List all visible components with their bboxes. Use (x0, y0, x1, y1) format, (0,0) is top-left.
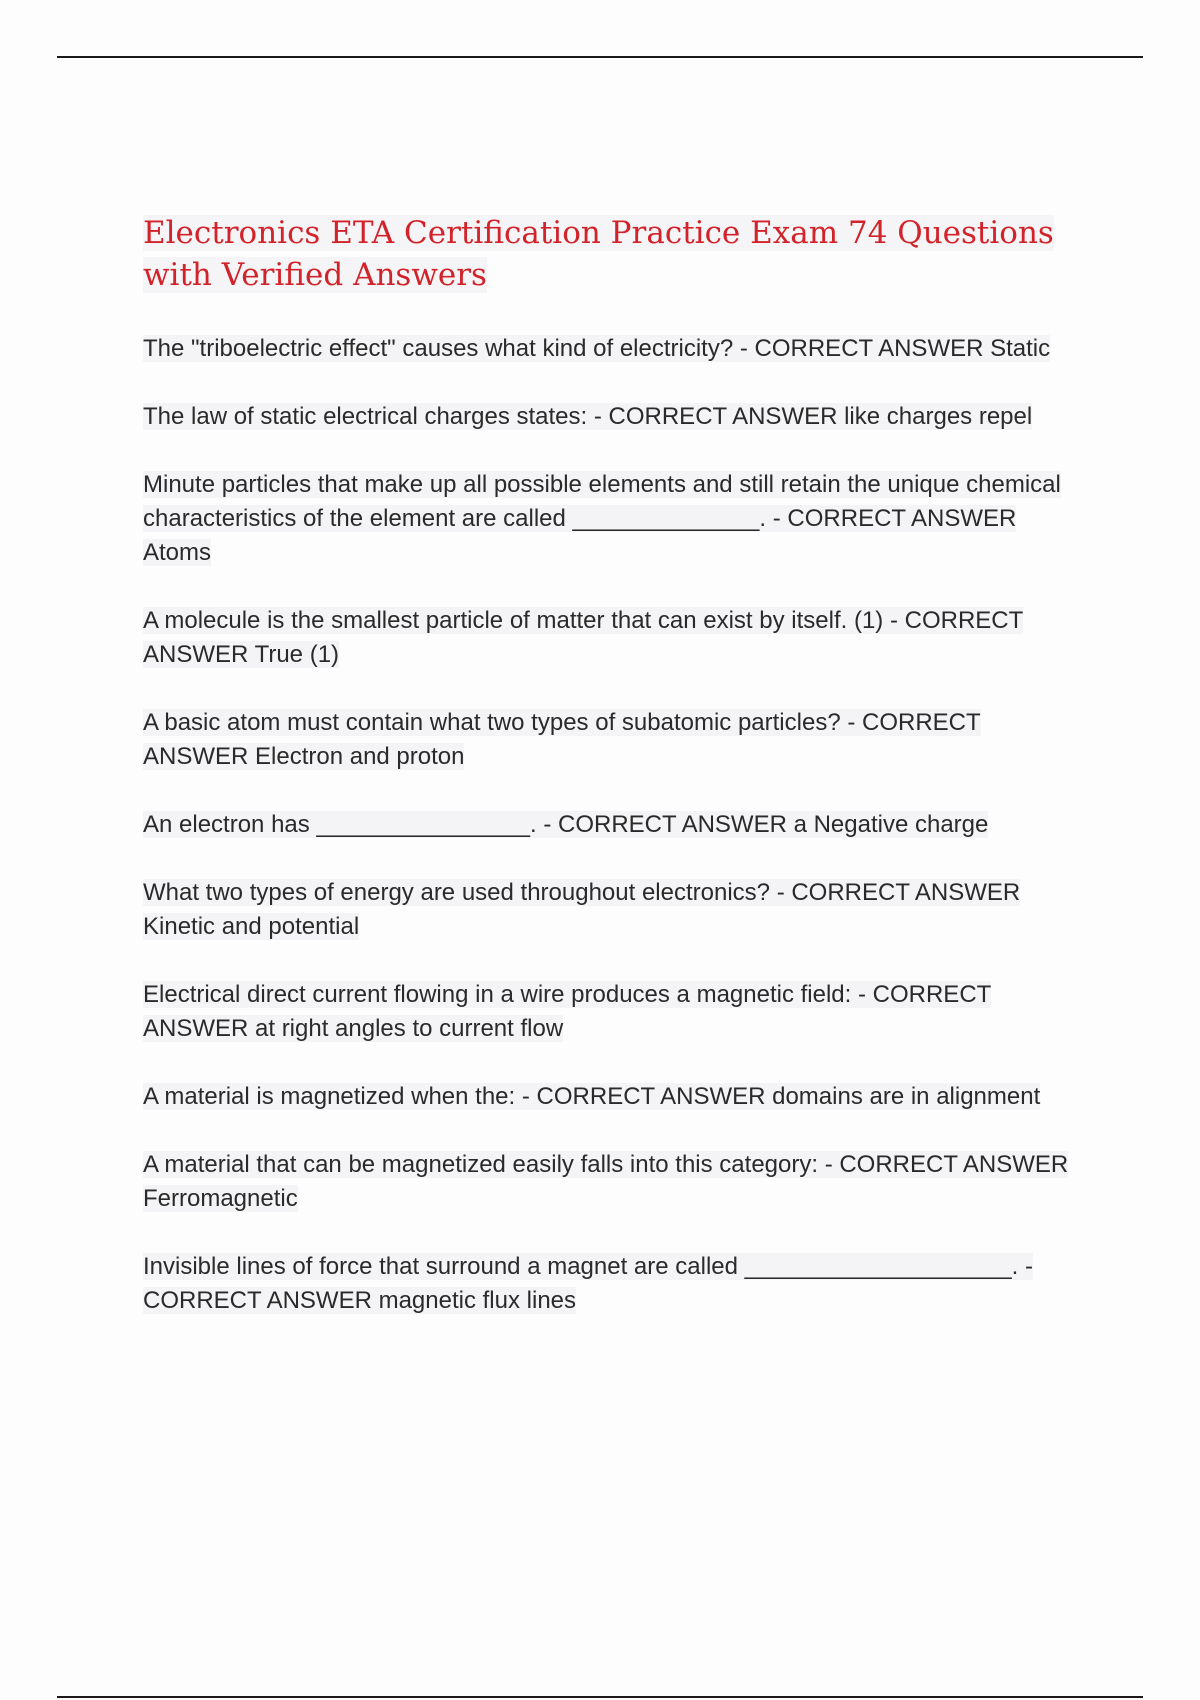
qa-item (143, 1080, 1088, 1114)
qa-item-text: A material is magnetized when the: - CORRECT ANSWER domains are in alignment (143, 1083, 1041, 1110)
qa-item-text: An electron has ________________. - CORRECT ANSWER a Negative charge (143, 811, 989, 838)
document-body (143, 212, 1088, 1352)
qa-item-text: A basic atom must contain what two types of subatomic particles? - CORRECT ANSWER Electron and proton (143, 709, 981, 770)
qa-item-text: A molecule is the smallest particle of matter that can exist by itself. (1) - CORRECT ANSWER True (1) (143, 607, 1024, 668)
qa-item (143, 706, 1088, 774)
footer-rule (57, 1696, 1143, 1698)
qa-item-text: A material that can be magnetized easily falls into this category: - CORRECT ANSWER Ferromagnetic (143, 1151, 1069, 1212)
qa-item-text: Minute particles that make up all possible elements and still retain the unique chemical characteristics of the element are called ______________. - CORRECT ANSWER Atoms (143, 471, 1061, 566)
qa-item (143, 468, 1088, 570)
header-rule (57, 56, 1143, 58)
qa-item-text: What two types of energy are used throughout electronics? - CORRECT ANSWER Kinetic and potential (143, 879, 1021, 940)
qa-item-text: Invisible lines of force that surround a magnet are called ____________________. - CORRECT ANSWER magnetic flux lines (143, 1253, 1033, 1314)
document-title-text: Electronics ETA Certification Practice Exam 74 Questions with Verified Answers (143, 215, 1054, 293)
qa-item-text: Electrical direct current flowing in a wire produces a magnetic field: - CORRECT ANSWER at right angles to current flow (143, 981, 992, 1042)
qa-item (143, 400, 1088, 434)
qa-item (143, 1250, 1088, 1318)
qa-item-text: The "triboelectric effect" causes what kind of electricity? - CORRECT ANSWER Static (143, 335, 1051, 362)
qa-item (143, 808, 1088, 842)
qa-item (143, 1148, 1088, 1216)
qa-item (143, 876, 1088, 944)
document-title (143, 212, 1088, 296)
qa-item-text: The law of static electrical charges states: - CORRECT ANSWER like charges repel (143, 403, 1033, 430)
qa-item (143, 978, 1088, 1046)
qa-item (143, 332, 1088, 366)
qa-item (143, 604, 1088, 672)
